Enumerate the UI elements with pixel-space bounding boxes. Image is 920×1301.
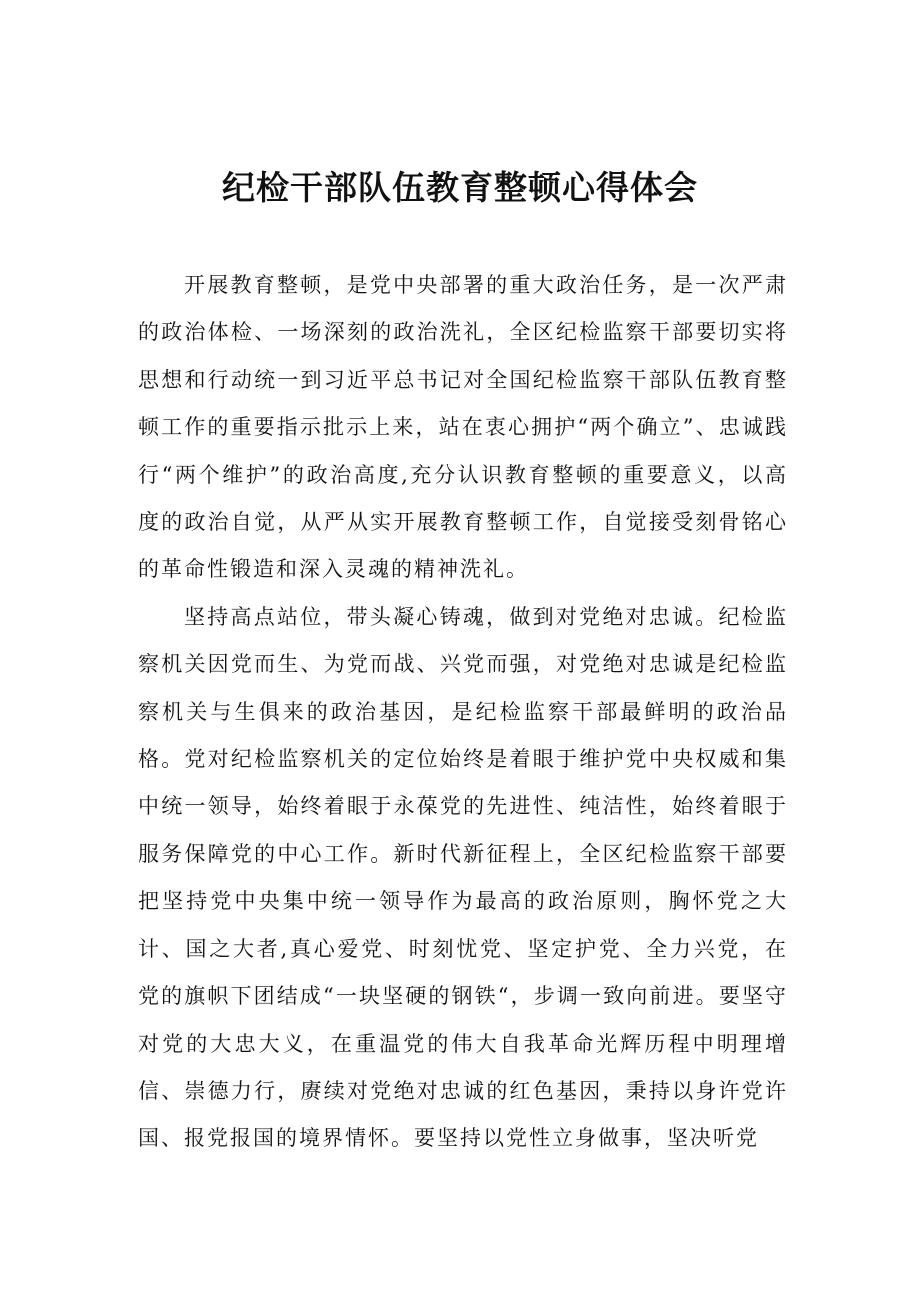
document-title: 纪检干部队伍教育整顿心得体会 bbox=[222, 168, 698, 207]
document-body bbox=[138, 262, 788, 1163]
paragraph: 开展教育整顿，是党中央部署的重大政治任务，是一次严肃的政治体检、一场深刻的政治洗礼，全区纪检监察干部要切实将思想和行动统一到习近平总书记对全国纪检监察干部队伍教育整顿工作的重要指示批示上来，站在衷心拥护“两个确立”、忠诚践行“两个维护”的政治高度,充分认识教育整顿的重要意义，以高度的政治自觉，从严从实开展教育整顿工作，自觉接受刻骨铭心的革命性锻造和深入灵魂的精神洗礼。 bbox=[138, 273, 788, 582]
paragraph: 坚持高点站位，带头凝心铸魂，做到对党绝对忠诚。纪检监察机关因党而生、为党而战、兴党而强，对党绝对忠诚是纪检监察机关与生俱来的政治基因，是纪检监察干部最鲜明的政治品格。党对纪检监察机关的定位始终是着眼于维护党中央权威和集中统一领导，始终着眼于永葆党的先进性、纯洁性，始终着眼于服务保障党的中心工作。新时代新征程上，全区纪检监察干部要把坚持党中央集中统一领导作为最高的政治原则，胸怀党之大计、国之大者,真心爱党、时刻忧党、坚定护党、全力兴党，在党的旗帜下团结成“一块坚硬的钢铁“，步调一致向前进。要坚守对党的大忠大义，在重温党的伟大自我革命光辉历程中明理增信、崇德力行，赓续对党绝对忠诚的红色基因，秉持以身许党许国、报党报国的境界情怀。要坚持以党性立身做事，坚决听党 bbox=[138, 604, 788, 1151]
